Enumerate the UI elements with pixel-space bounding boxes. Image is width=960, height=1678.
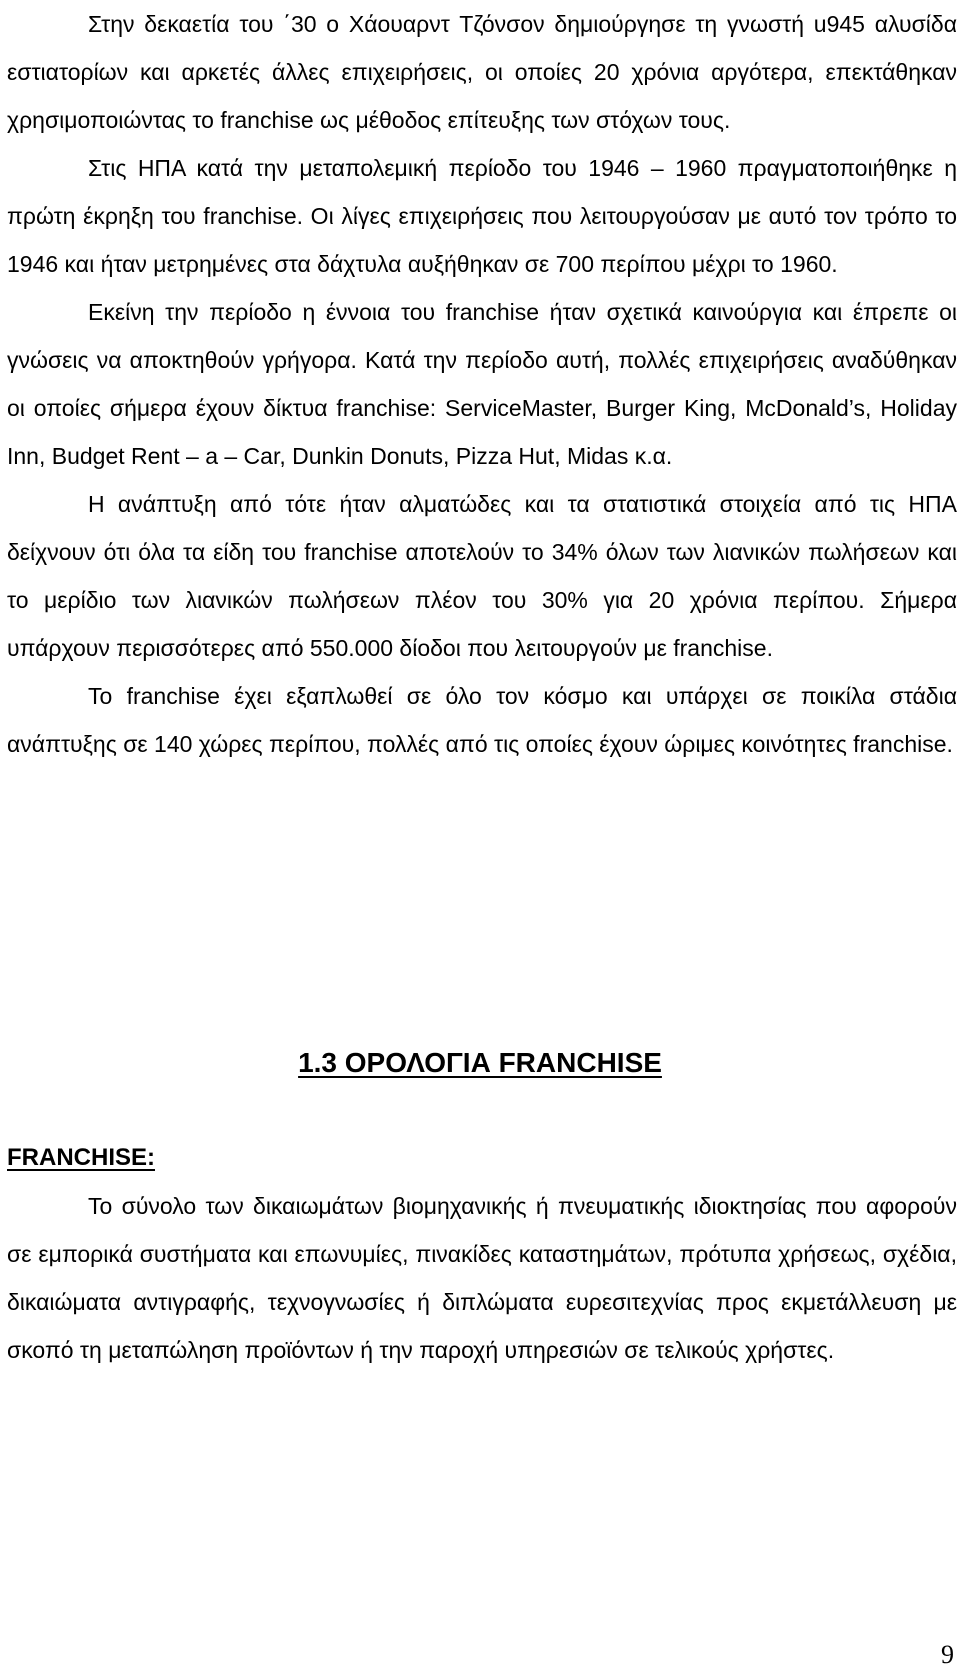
paragraph-2: Στις ΗΠΑ κατά την μεταπολεμική περίοδο του 1946 – 1960 πραγματοποιήθηκε η πρώτη έκρηξη του franchise. Οι λίγες επιχειρήσεις που λειτουργούσαν με αυτό τον τρόπο το 1946 και ήταν μετρημένες στα δάχτυλα αυξήθηκαν σε 700 περίπου μέχρι το 1960. bbox=[7, 155, 957, 277]
paragraph-1: Στην δεκαετία του ΄30 ο Χάουαρντ Τζόνσον δημιούργησε τη γνωστή u945 αλυσίδα εστιατορίων και αρκετές άλλες επιχειρήσεις, οι οποίες 20 χρόνια αργότερα, επεκτάθηκαν χρησιμοποιώντας το franchise ως μέθοδος επίτευξης των στόχων τους. bbox=[7, 11, 957, 133]
paragraph-5: Το franchise έχει εξαπλωθεί σε όλο τον κόσμο και υπάρχει σε ποικίλα στάδια ανάπτυξης σε 140 χώρες περίπου, πολλές από τις οποίες έχουν ώριμες κοινότητες franchise. bbox=[7, 683, 957, 757]
paragraph-4: Η ανάπτυξη από τότε ήταν αλματώδες και τα στατιστικά στοιχεία από τις ΗΠΑ δείχνουν ότι όλα τα είδη του franchise αποτελούν το 34% όλων των λιανικών πωλήσεων και το μερίδιο των λιανικών πωλήσεων πλέον του 30% για 20 χρόνια περίπου. Σήμερα υπάρχουν περισσότερες από 550.000 δίοδοι που λειτουργούν με franchise. bbox=[7, 491, 957, 661]
section-heading: 1.3 ΟΡΟΛΟΓΙΑ FRANCHISE bbox=[298, 1047, 662, 1078]
page-number: 9 bbox=[941, 1640, 954, 1669]
term-heading: FRANCHISE: bbox=[7, 1144, 155, 1171]
definition-text: Το σύνολο των δικαιωμάτων βιομηχανικής ή πνευματικής ιδιοκτησίας που αφορούν σε εμπορικά συστήματα και επωνυμίες, πινακίδες καταστημάτων, πρότυπα χρήσεως, σχέδια, δικαιώματα αντιγραφής, τεχνογνωσίες ή διπλώματα ευρεσιτεχνίας προς εκμετάλλευση με σκοπό τη μεταπώληση προϊόντων ή την παροχή υπηρεσιών σε τελικούς χρήστες. bbox=[7, 1193, 957, 1363]
definition-block bbox=[7, 1182, 957, 1374]
paragraph-3: Εκείνη την περίοδο η έννοια του franchise ήταν σχετικά καινούργια και έπρεπε οι γνώσεις να αποκτηθούν γρήγορα. Κατά την περίοδο αυτή, πολλές επιχειρήσεις αναδύθηκαν οι οποίες σήμερα έχουν δίκτυα franchise: ServiceMaster, Burger King, McDonald’s, Holiday Inn, Budget Rent – a – Car, Dunkin Donuts, Pizza Hut, Midas κ.α. bbox=[7, 299, 957, 469]
body-text bbox=[7, 0, 957, 768]
